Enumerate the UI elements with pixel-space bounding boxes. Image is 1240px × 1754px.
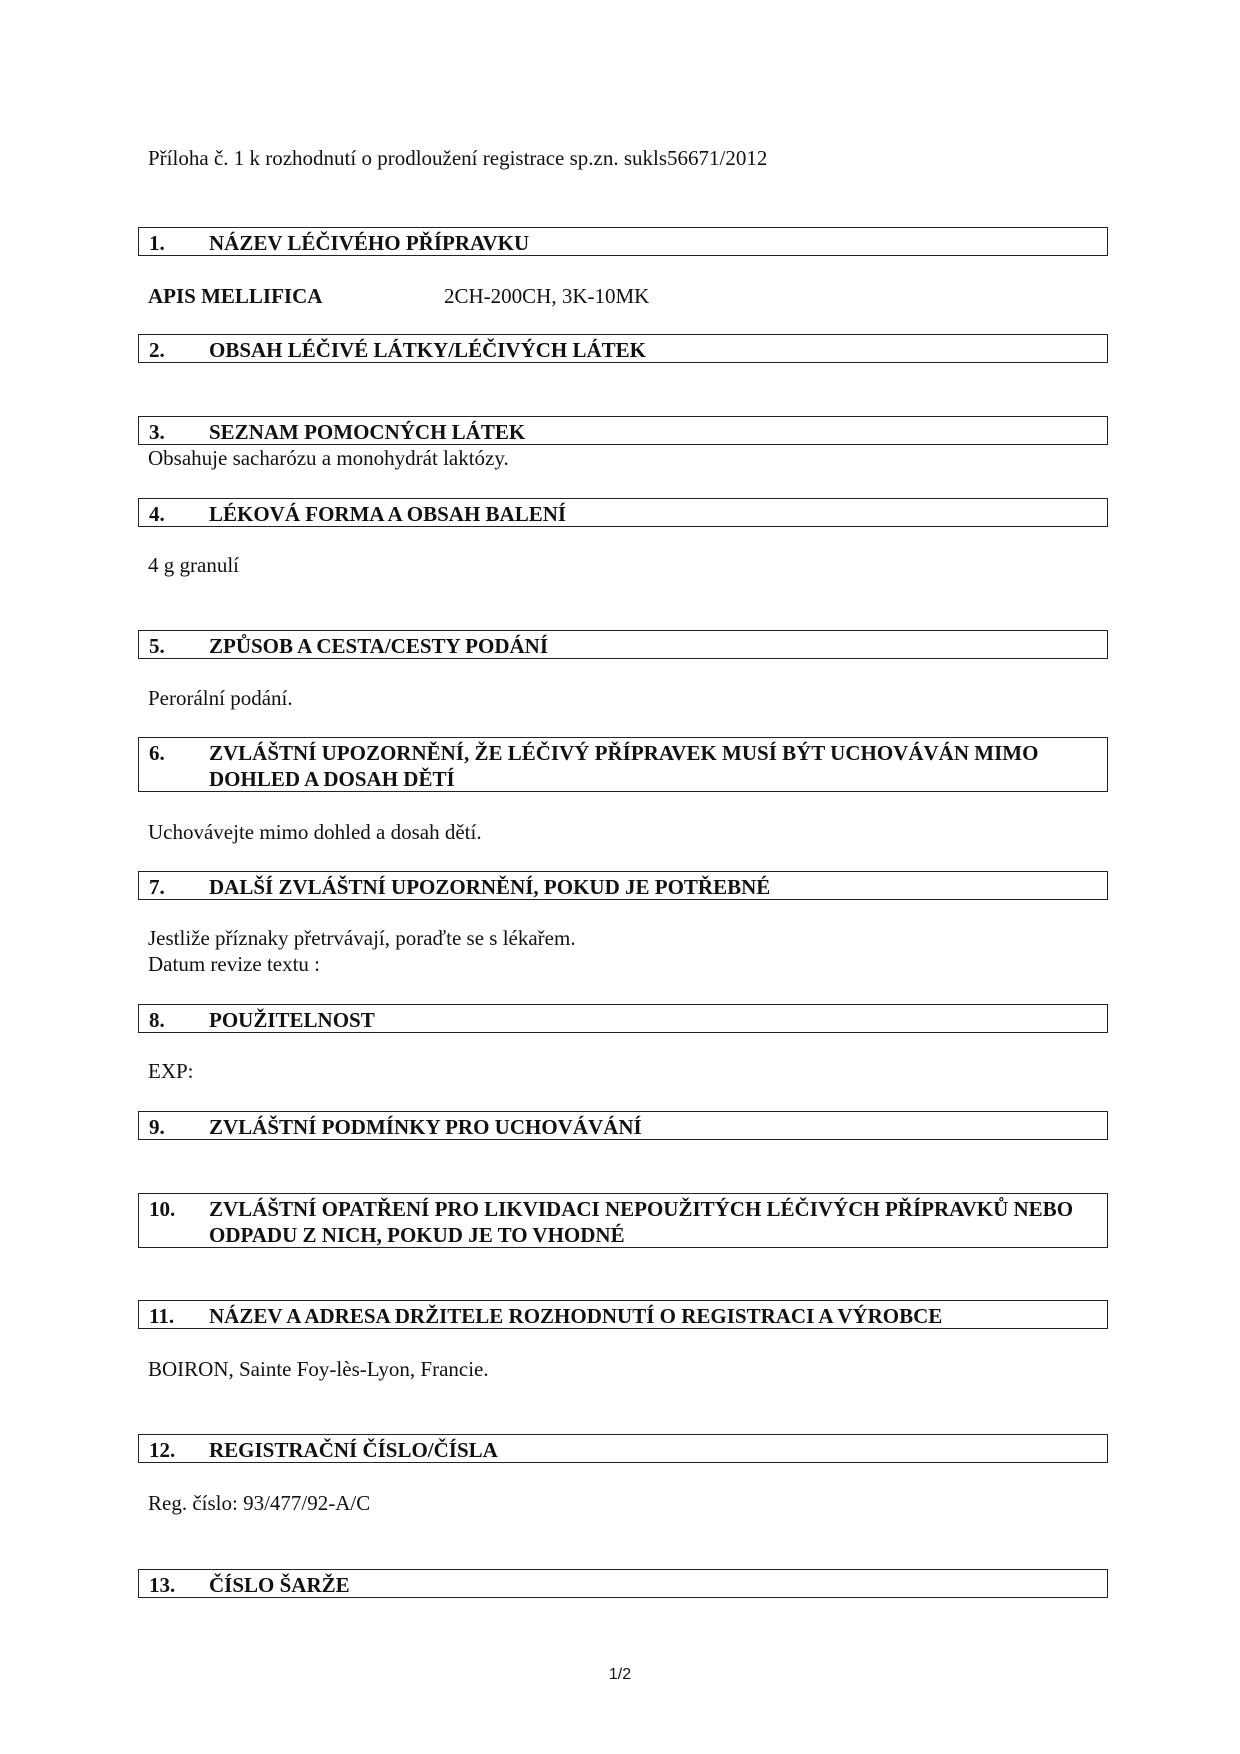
section-title: POUŽITELNOST [209, 1008, 375, 1032]
section-10-header [138, 1193, 1108, 1248]
section-number: 6. [149, 741, 165, 765]
revision-date-text: Datum revize textu : [148, 952, 321, 976]
section-title: ZVLÁŠTNÍ UPOZORNĚNÍ, ŽE LÉČIVÝ PŘÍPRAVEK MUSÍ BÝT UCHOVÁVÁN MIMO DOHLED A DOSAH DĚTÍ [209, 741, 1039, 791]
section-1-header [138, 227, 1108, 256]
pharmaceutical-form-text: 4 g granulí [148, 553, 239, 577]
section-title: NÁZEV A ADRESA DRŽITELE ROZHODNUTÍ O REGISTRACI A VÝROBCE [209, 1304, 943, 1328]
product-strengths: 2CH-200CH, 3K-10MK [444, 284, 650, 308]
administration-text: Perorální podání. [148, 686, 293, 710]
expiry-text: EXP: [148, 1059, 194, 1083]
section-number: 2. [149, 338, 165, 362]
section-title: ZVLÁŠTNÍ PODMÍNKY PRO UCHOVÁVÁNÍ [209, 1115, 642, 1139]
excipients-text: Obsahuje sacharózu a monohydrát laktózy. [148, 446, 509, 470]
product-name: APIS MELLIFICA [148, 284, 323, 308]
section-number: 11. [149, 1304, 175, 1328]
section-9-header [138, 1111, 1108, 1140]
section-title: ČÍSLO ŠARŽE [209, 1573, 350, 1597]
section-title: NÁZEV LÉČIVÉHO PŘÍPRAVKU [209, 231, 530, 255]
section-6-header [138, 737, 1108, 792]
other-warning-text: Jestliže příznaky přetrvávají, poraďte se s lékařem. [148, 926, 576, 950]
section-title: ZPŮSOB A CESTA/CESTY PODÁNÍ [209, 634, 548, 658]
section-number: 12. [149, 1438, 176, 1462]
annex-line: Příloha č. 1 k rozhodnutí o prodloužení registrace sp.zn. sukls56671/2012 [148, 146, 768, 170]
page-number: 1/2 [608, 1666, 632, 1683]
section-number: 13. [149, 1573, 176, 1597]
section-title: LÉKOVÁ FORMA A OBSAH BALENÍ [209, 502, 567, 526]
section-7-header [138, 871, 1108, 900]
section-13-header [138, 1569, 1108, 1598]
section-number: 7. [149, 875, 165, 899]
holder-text: BOIRON, Sainte Foy-lès-Lyon, Francie. [148, 1357, 489, 1381]
children-warning-text: Uchovávejte mimo dohled a dosah dětí. [148, 820, 482, 844]
section-11-header [138, 1300, 1108, 1329]
section-number: 9. [149, 1115, 165, 1139]
section-8-header [138, 1004, 1108, 1033]
section-3-header [138, 416, 1108, 445]
section-2-header [138, 334, 1108, 363]
section-12-header [138, 1434, 1108, 1463]
section-number: 8. [149, 1008, 165, 1032]
section-title: OBSAH LÉČIVÉ LÁTKY/LÉČIVÝCH LÁTEK [209, 338, 647, 362]
section-title: DALŠÍ ZVLÁŠTNÍ UPOZORNĚNÍ, POKUD JE POTŘEBNÉ [209, 875, 771, 899]
section-title: ZVLÁŠTNÍ OPATŘENÍ PRO LIKVIDACI NEPOUŽITÝCH LÉČIVÝCH PŘÍPRAVKŮ NEBO ODPADU Z NICH, POKUD JE TO VHODNÉ [209, 1197, 1074, 1247]
section-title: SEZNAM POMOCNÝCH LÁTEK [209, 420, 526, 444]
section-number: 4. [149, 502, 165, 526]
section-number: 10. [149, 1197, 176, 1221]
section-title: REGISTRAČNÍ ČÍSLO/ČÍSLA [209, 1438, 498, 1462]
section-number: 1. [149, 231, 165, 255]
section-number: 5. [149, 634, 165, 658]
section-5-header [138, 630, 1108, 659]
registration-text: Reg. číslo: 93/477/92-A/C [148, 1491, 371, 1515]
section-4-header [138, 498, 1108, 527]
section-number: 3. [149, 420, 165, 444]
